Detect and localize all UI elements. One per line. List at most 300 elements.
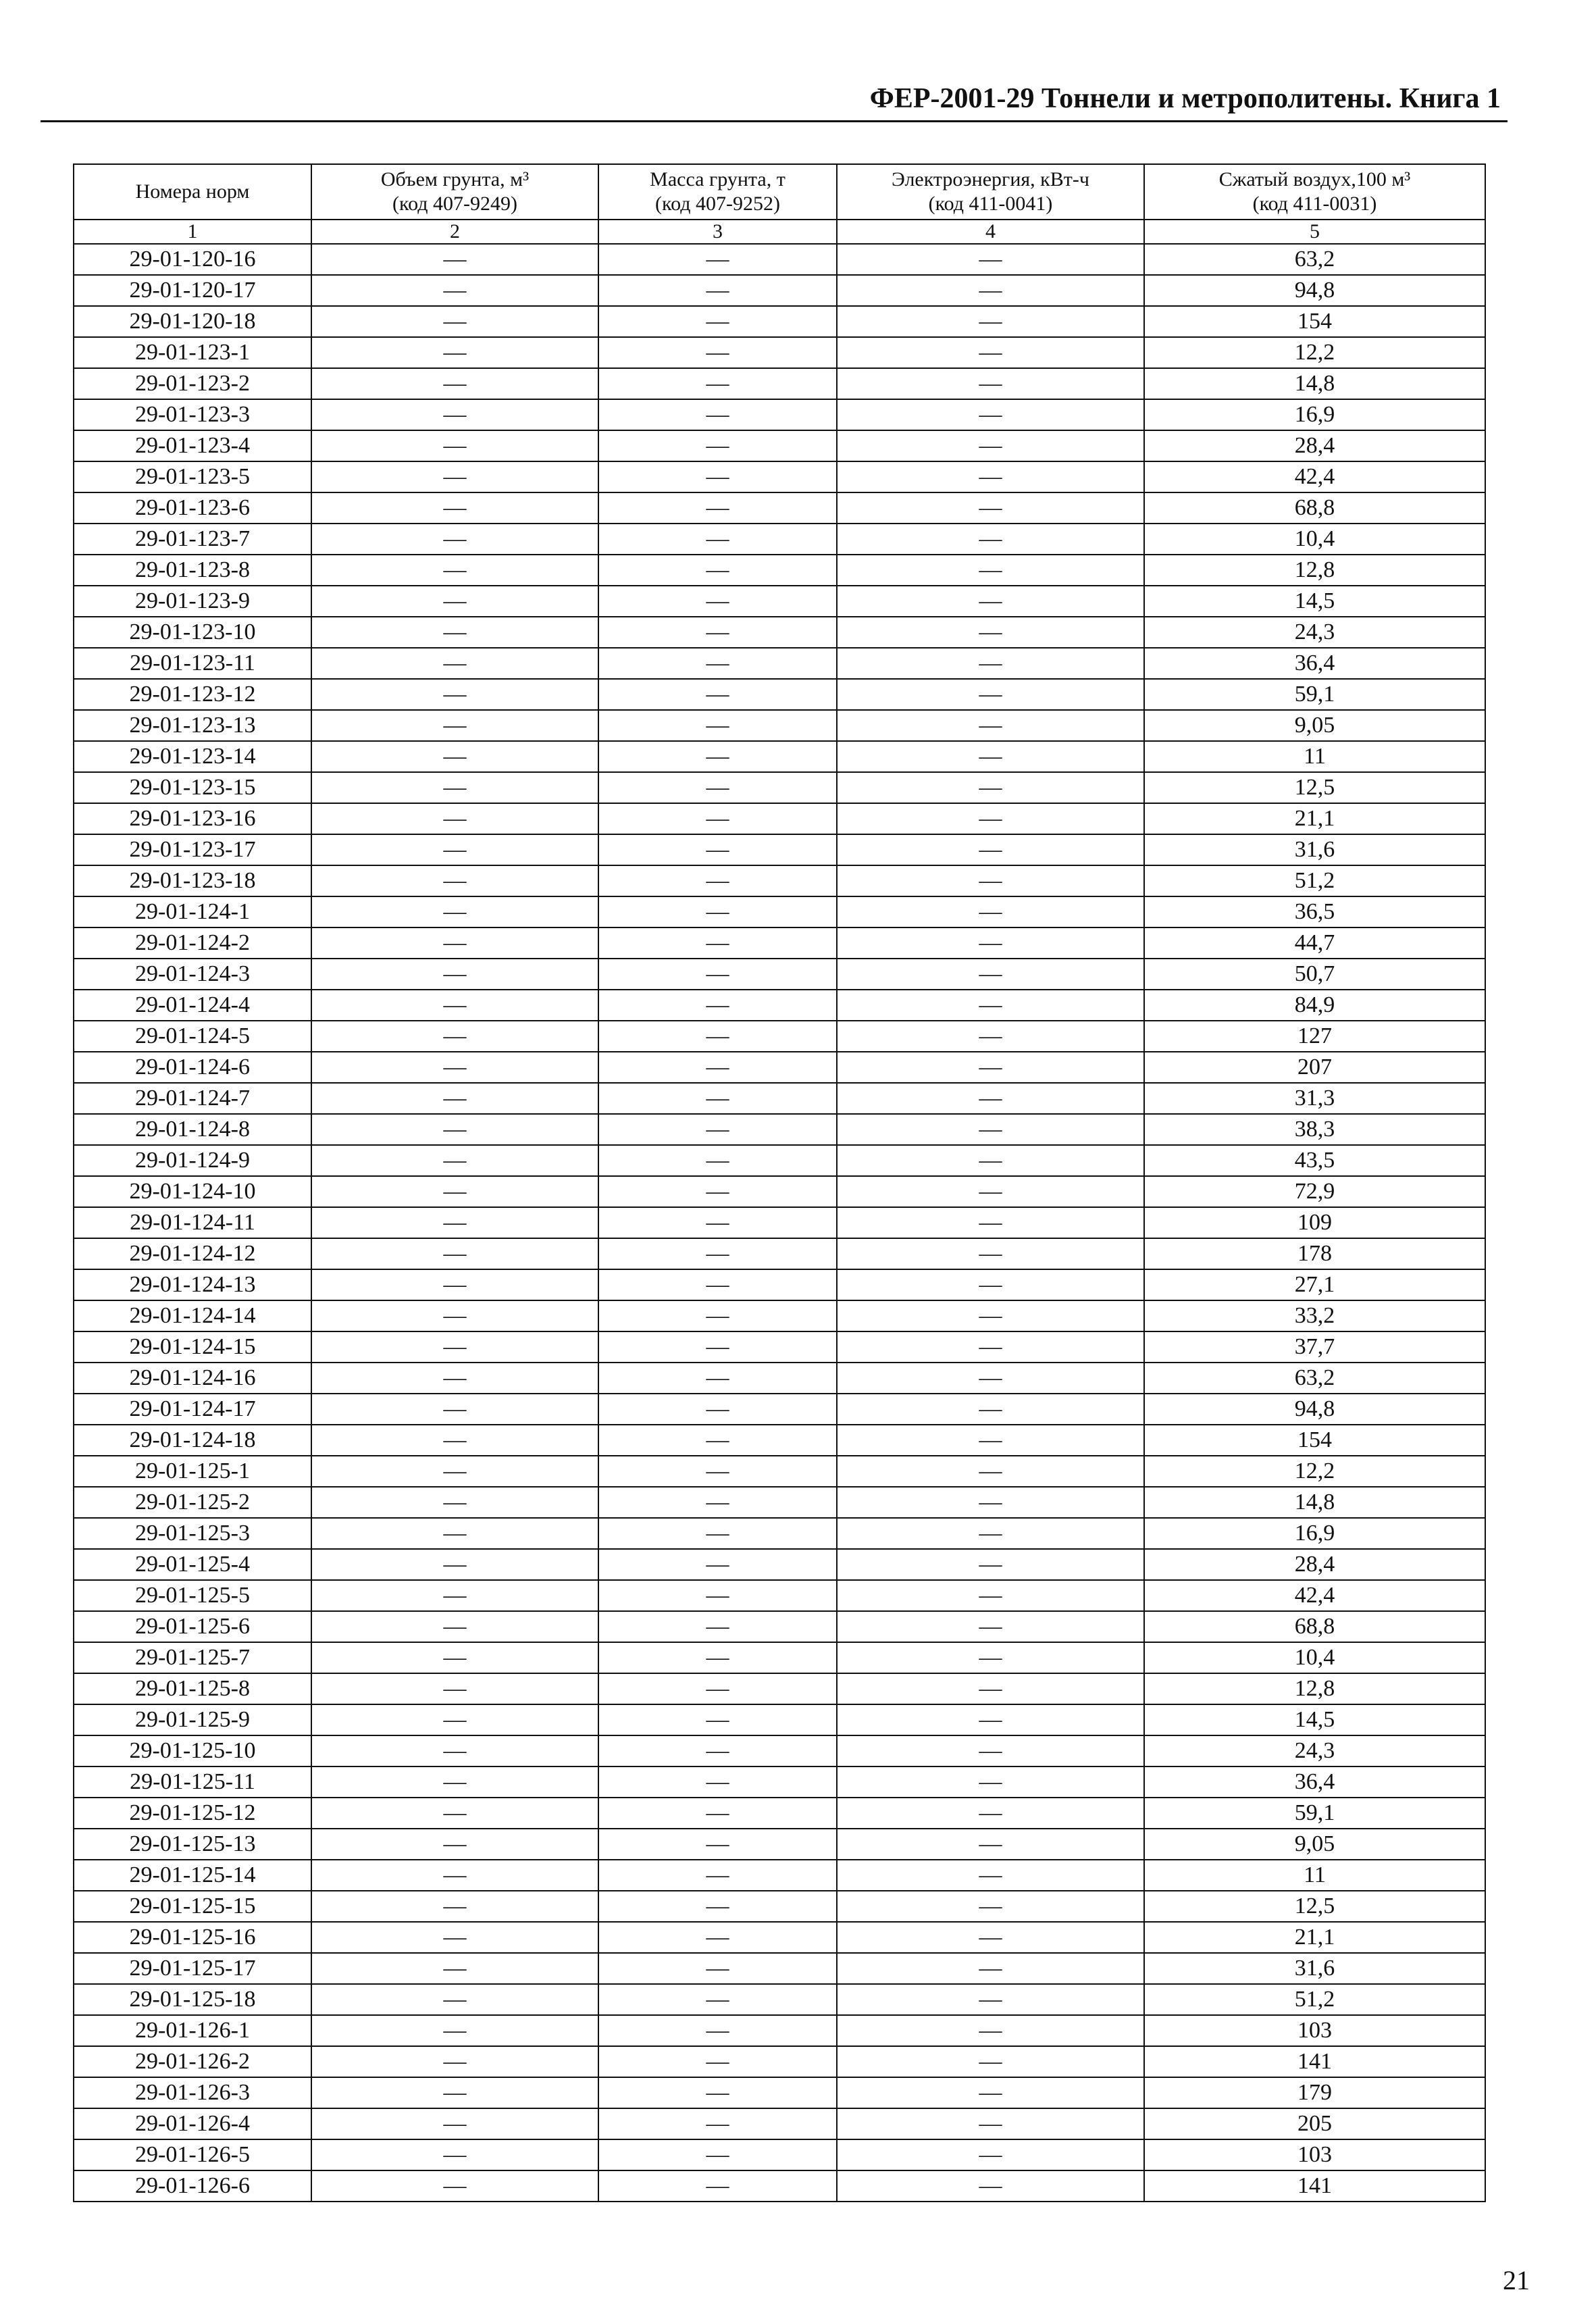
table-row xyxy=(74,1549,1485,1580)
compressed-air-cell: 43,5 xyxy=(1144,1145,1485,1176)
soil-mass-cell: — xyxy=(598,1238,837,1269)
soil-volume-cell: — xyxy=(311,1114,598,1145)
compressed-air-cell: 12,2 xyxy=(1144,337,1485,368)
table-row xyxy=(74,1114,1485,1145)
soil-mass-cell: — xyxy=(598,1642,837,1673)
compressed-air-cell: 31,6 xyxy=(1144,1953,1485,1984)
soil-volume-cell: — xyxy=(311,524,598,555)
soil-volume-cell: — xyxy=(311,306,598,337)
soil-mass-cell: — xyxy=(598,648,837,679)
table-row xyxy=(74,1363,1485,1394)
electricity-cell: — xyxy=(837,1829,1144,1860)
electricity-cell: — xyxy=(837,679,1144,710)
compressed-air-cell: 16,9 xyxy=(1144,1518,1485,1549)
table-row xyxy=(74,1673,1485,1704)
table-row xyxy=(74,1611,1485,1642)
soil-volume-cell: — xyxy=(311,1611,598,1642)
electricity-cell: — xyxy=(837,2077,1144,2108)
electricity-cell: — xyxy=(837,1984,1144,2015)
norm-number-cell: 29-01-124-8 xyxy=(74,1114,311,1145)
soil-volume-cell: — xyxy=(311,461,598,492)
soil-mass-cell: — xyxy=(598,865,837,896)
norm-number-cell: 29-01-124-1 xyxy=(74,896,311,927)
electricity-cell: — xyxy=(837,803,1144,834)
compressed-air-cell: 37,7 xyxy=(1144,1331,1485,1363)
soil-mass-cell: — xyxy=(598,1922,837,1953)
table-row xyxy=(74,1300,1485,1331)
electricity-cell: — xyxy=(837,430,1144,461)
electricity-cell: — xyxy=(837,1021,1144,1052)
soil-volume-cell: — xyxy=(311,1549,598,1580)
soil-volume-cell: — xyxy=(311,1953,598,1984)
column-header-soil-volume xyxy=(311,164,598,220)
soil-mass-cell: — xyxy=(598,1176,837,1207)
compressed-air-cell: 179 xyxy=(1144,2077,1485,2108)
soil-volume-cell: — xyxy=(311,1735,598,1766)
table-row xyxy=(74,710,1485,741)
soil-volume-cell: — xyxy=(311,896,598,927)
table-header-row xyxy=(74,164,1485,220)
soil-mass-cell: — xyxy=(598,1891,837,1922)
soil-mass-cell: — xyxy=(598,337,837,368)
electricity-cell: — xyxy=(837,710,1144,741)
column-header-electricity xyxy=(837,164,1144,220)
table-row xyxy=(74,244,1485,275)
soil-mass-cell: — xyxy=(598,368,837,399)
electricity-cell: — xyxy=(837,1798,1144,1829)
compressed-air-cell: 11 xyxy=(1144,1860,1485,1891)
compressed-air-cell: 154 xyxy=(1144,306,1485,337)
soil-volume-cell: — xyxy=(311,834,598,865)
compressed-air-cell: 14,5 xyxy=(1144,586,1485,617)
table-row xyxy=(74,1518,1485,1549)
norm-number-cell: 29-01-126-4 xyxy=(74,2108,311,2139)
table-row xyxy=(74,679,1485,710)
norm-number-cell: 29-01-120-16 xyxy=(74,244,311,275)
table-row xyxy=(74,1021,1485,1052)
electricity-cell: — xyxy=(837,1300,1144,1331)
electricity-cell: — xyxy=(837,1580,1144,1611)
compressed-air-cell: 24,3 xyxy=(1144,1735,1485,1766)
compressed-air-cell: 63,2 xyxy=(1144,1363,1485,1394)
electricity-cell: — xyxy=(837,2015,1144,2046)
electricity-cell: — xyxy=(837,1238,1144,1269)
norm-number-cell: 29-01-125-12 xyxy=(74,1798,311,1829)
column-number: 5 xyxy=(1144,220,1485,244)
soil-volume-cell: — xyxy=(311,244,598,275)
electricity-cell: — xyxy=(837,1207,1144,1238)
compressed-air-cell: 12,2 xyxy=(1144,1456,1485,1487)
table-row xyxy=(74,927,1485,959)
soil-mass-cell: — xyxy=(598,1580,837,1611)
norm-number-cell: 29-01-123-10 xyxy=(74,617,311,648)
soil-mass-cell: — xyxy=(598,461,837,492)
soil-mass-cell: — xyxy=(598,1021,837,1052)
soil-mass-cell: — xyxy=(598,896,837,927)
norm-number-cell: 29-01-123-1 xyxy=(74,337,311,368)
electricity-cell: — xyxy=(837,959,1144,990)
soil-mass-cell: — xyxy=(598,679,837,710)
compressed-air-cell: 28,4 xyxy=(1144,430,1485,461)
norm-number-cell: 29-01-126-5 xyxy=(74,2139,311,2170)
electricity-cell: — xyxy=(837,1176,1144,1207)
soil-mass-cell: — xyxy=(598,1549,837,1580)
compressed-air-cell: 11 xyxy=(1144,741,1485,772)
table-row xyxy=(74,430,1485,461)
compressed-air-cell: 207 xyxy=(1144,1052,1485,1083)
norm-number-cell: 29-01-125-11 xyxy=(74,1766,311,1798)
soil-mass-cell: — xyxy=(598,586,837,617)
soil-mass-cell: — xyxy=(598,1300,837,1331)
soil-mass-cell: — xyxy=(598,741,837,772)
compressed-air-cell: 141 xyxy=(1144,2170,1485,2202)
compressed-air-cell: 9,05 xyxy=(1144,1829,1485,1860)
table-row xyxy=(74,492,1485,524)
norm-number-cell: 29-01-123-12 xyxy=(74,679,311,710)
soil-mass-cell: — xyxy=(598,524,837,555)
soil-volume-cell: — xyxy=(311,1518,598,1549)
norm-number-cell: 29-01-125-18 xyxy=(74,1984,311,2015)
electricity-cell: — xyxy=(837,2108,1144,2139)
resource-norms-table xyxy=(73,163,1486,2202)
norm-number-cell: 29-01-124-6 xyxy=(74,1052,311,1083)
compressed-air-cell: 33,2 xyxy=(1144,1300,1485,1331)
electricity-cell: — xyxy=(837,1704,1144,1735)
soil-mass-cell: — xyxy=(598,1518,837,1549)
compressed-air-cell: 51,2 xyxy=(1144,865,1485,896)
compressed-air-cell: 21,1 xyxy=(1144,1922,1485,1953)
table-row xyxy=(74,1735,1485,1766)
soil-mass-cell: — xyxy=(598,1766,837,1798)
electricity-cell: — xyxy=(837,927,1144,959)
soil-mass-cell: — xyxy=(598,803,837,834)
soil-volume-cell: — xyxy=(311,679,598,710)
norm-number-cell: 29-01-125-5 xyxy=(74,1580,311,1611)
soil-volume-cell: — xyxy=(311,1487,598,1518)
electricity-cell: — xyxy=(837,1860,1144,1891)
electricity-cell: — xyxy=(837,1487,1144,1518)
norm-number-cell: 29-01-125-10 xyxy=(74,1735,311,1766)
soil-volume-cell: — xyxy=(311,1425,598,1456)
table-row xyxy=(74,648,1485,679)
compressed-air-cell: 10,4 xyxy=(1144,1642,1485,1673)
electricity-cell: — xyxy=(837,834,1144,865)
document-title: ФЕР-2001-29 Тоннели и метрополитены. Книга 1 xyxy=(869,83,1501,114)
table-row xyxy=(74,1829,1485,1860)
column-number: 3 xyxy=(598,220,837,244)
norm-number-cell: 29-01-123-18 xyxy=(74,865,311,896)
norm-number-cell: 29-01-125-15 xyxy=(74,1891,311,1922)
table-row xyxy=(74,586,1485,617)
soil-volume-cell: — xyxy=(311,927,598,959)
table-row xyxy=(74,337,1485,368)
electricity-cell: — xyxy=(837,1611,1144,1642)
compressed-air-cell: 31,6 xyxy=(1144,834,1485,865)
table-row xyxy=(74,990,1485,1021)
table-row xyxy=(74,1145,1485,1176)
compressed-air-cell: 14,5 xyxy=(1144,1704,1485,1735)
soil-mass-cell: — xyxy=(598,959,837,990)
electricity-cell: — xyxy=(837,1735,1144,1766)
soil-volume-cell: — xyxy=(311,368,598,399)
norm-number-cell: 29-01-124-15 xyxy=(74,1331,311,1363)
norm-number-cell: 29-01-125-8 xyxy=(74,1673,311,1704)
soil-volume-cell: — xyxy=(311,1331,598,1363)
compressed-air-cell: 59,1 xyxy=(1144,1798,1485,1829)
column-header-norm-number xyxy=(74,164,311,220)
compressed-air-cell: 68,8 xyxy=(1144,492,1485,524)
soil-volume-cell: — xyxy=(311,430,598,461)
electricity-cell: — xyxy=(837,586,1144,617)
table-row xyxy=(74,1207,1485,1238)
norm-number-cell: 29-01-123-3 xyxy=(74,399,311,430)
norm-number-cell: 29-01-123-4 xyxy=(74,430,311,461)
soil-volume-cell: — xyxy=(311,1984,598,2015)
table-row xyxy=(74,399,1485,430)
electricity-cell: — xyxy=(837,1953,1144,1984)
compressed-air-cell: 44,7 xyxy=(1144,927,1485,959)
column-header-label: Электроэнергия, кВт-ч xyxy=(892,168,1089,190)
compressed-air-cell: 59,1 xyxy=(1144,679,1485,710)
electricity-cell: — xyxy=(837,1766,1144,1798)
soil-mass-cell: — xyxy=(598,2139,837,2170)
soil-mass-cell: — xyxy=(598,555,837,586)
soil-volume-cell: — xyxy=(311,1642,598,1673)
electricity-cell: — xyxy=(837,461,1144,492)
electricity-cell: — xyxy=(837,306,1144,337)
electricity-cell: — xyxy=(837,337,1144,368)
norm-number-cell: 29-01-125-2 xyxy=(74,1487,311,1518)
table-row xyxy=(74,772,1485,803)
compressed-air-cell: 12,8 xyxy=(1144,1673,1485,1704)
norm-number-cell: 29-01-124-10 xyxy=(74,1176,311,1207)
soil-volume-cell: — xyxy=(311,1083,598,1114)
soil-volume-cell: — xyxy=(311,1207,598,1238)
table-row xyxy=(74,741,1485,772)
soil-volume-cell: — xyxy=(311,1798,598,1829)
soil-mass-cell: — xyxy=(598,834,837,865)
soil-mass-cell: — xyxy=(598,1363,837,1394)
soil-mass-cell: — xyxy=(598,1798,837,1829)
compressed-air-cell: 24,3 xyxy=(1144,617,1485,648)
column-header-label: Номера норм xyxy=(135,180,250,203)
compressed-air-cell: 21,1 xyxy=(1144,803,1485,834)
soil-volume-cell: — xyxy=(311,2108,598,2139)
table-row xyxy=(74,1642,1485,1673)
soil-volume-cell: — xyxy=(311,1238,598,1269)
electricity-cell: — xyxy=(837,275,1144,306)
table-row xyxy=(74,1922,1485,1953)
table-row xyxy=(74,1425,1485,1456)
soil-volume-cell: — xyxy=(311,1829,598,1860)
table-row xyxy=(74,1176,1485,1207)
column-number: 1 xyxy=(74,220,311,244)
table-row xyxy=(74,1953,1485,1984)
norm-number-cell: 29-01-124-7 xyxy=(74,1083,311,1114)
electricity-cell: — xyxy=(837,1331,1144,1363)
soil-mass-cell: — xyxy=(598,2170,837,2202)
electricity-cell: — xyxy=(837,1891,1144,1922)
norm-number-cell: 29-01-123-14 xyxy=(74,741,311,772)
column-header-label: Сжатый воздух,100 м³ xyxy=(1218,168,1411,190)
soil-volume-cell: — xyxy=(311,337,598,368)
norm-number-cell: 29-01-123-16 xyxy=(74,803,311,834)
soil-volume-cell: — xyxy=(311,1922,598,1953)
electricity-cell: — xyxy=(837,1363,1144,1394)
compressed-air-cell: 36,4 xyxy=(1144,648,1485,679)
table-row xyxy=(74,834,1485,865)
electricity-cell: — xyxy=(837,1083,1144,1114)
soil-mass-cell: — xyxy=(598,710,837,741)
table-body xyxy=(74,244,1485,2202)
table-row xyxy=(74,555,1485,586)
soil-mass-cell: — xyxy=(598,1735,837,1766)
compressed-air-cell: 31,3 xyxy=(1144,1083,1485,1114)
soil-mass-cell: — xyxy=(598,990,837,1021)
soil-mass-cell: — xyxy=(598,1984,837,2015)
soil-mass-cell: — xyxy=(598,399,837,430)
soil-mass-cell: — xyxy=(598,244,837,275)
electricity-cell: — xyxy=(837,1052,1144,1083)
norm-number-cell: 29-01-123-8 xyxy=(74,555,311,586)
norm-number-cell: 29-01-126-2 xyxy=(74,2046,311,2077)
norm-number-cell: 29-01-124-13 xyxy=(74,1269,311,1300)
soil-volume-cell: — xyxy=(311,1021,598,1052)
norm-number-cell: 29-01-124-16 xyxy=(74,1363,311,1394)
compressed-air-cell: 84,9 xyxy=(1144,990,1485,1021)
compressed-air-cell: 42,4 xyxy=(1144,461,1485,492)
table-row xyxy=(74,2108,1485,2139)
page-number: 21 xyxy=(1503,2265,1530,2295)
table-row xyxy=(74,1891,1485,1922)
electricity-cell: — xyxy=(837,648,1144,679)
soil-volume-cell: — xyxy=(311,2077,598,2108)
table-row xyxy=(74,461,1485,492)
norm-number-cell: 29-01-123-7 xyxy=(74,524,311,555)
soil-mass-cell: — xyxy=(598,1860,837,1891)
soil-mass-cell: — xyxy=(598,275,837,306)
electricity-cell: — xyxy=(837,244,1144,275)
table-row xyxy=(74,1487,1485,1518)
soil-mass-cell: — xyxy=(598,306,837,337)
table-row xyxy=(74,2077,1485,2108)
table-row xyxy=(74,896,1485,927)
soil-mass-cell: — xyxy=(598,1083,837,1114)
electricity-cell: — xyxy=(837,1673,1144,1704)
soil-volume-cell: — xyxy=(311,803,598,834)
table-row xyxy=(74,2046,1485,2077)
norm-number-cell: 29-01-124-11 xyxy=(74,1207,311,1238)
norm-number-cell: 29-01-125-16 xyxy=(74,1922,311,1953)
soil-volume-cell: — xyxy=(311,1394,598,1425)
compressed-air-cell: 50,7 xyxy=(1144,959,1485,990)
table-row xyxy=(74,2015,1485,2046)
column-number: 4 xyxy=(837,220,1144,244)
compressed-air-cell: 14,8 xyxy=(1144,1487,1485,1518)
table-row xyxy=(74,1456,1485,1487)
norm-number-cell: 29-01-126-3 xyxy=(74,2077,311,2108)
table-row xyxy=(74,865,1485,896)
table-row xyxy=(74,1083,1485,1114)
compressed-air-cell: 103 xyxy=(1144,2015,1485,2046)
norm-number-cell: 29-01-125-6 xyxy=(74,1611,311,1642)
electricity-cell: — xyxy=(837,1269,1144,1300)
soil-volume-cell: — xyxy=(311,1580,598,1611)
soil-mass-cell: — xyxy=(598,1207,837,1238)
compressed-air-cell: 12,5 xyxy=(1144,772,1485,803)
column-header-code: (код 411-0031) xyxy=(1252,193,1377,215)
soil-mass-cell: — xyxy=(598,2108,837,2139)
column-header-code: (код 407-9249) xyxy=(392,193,517,215)
norm-number-cell: 29-01-123-9 xyxy=(74,586,311,617)
table-row xyxy=(74,2170,1485,2202)
soil-mass-cell: — xyxy=(598,492,837,524)
soil-mass-cell: — xyxy=(598,617,837,648)
compressed-air-cell: 36,4 xyxy=(1144,1766,1485,1798)
soil-volume-cell: — xyxy=(311,1363,598,1394)
electricity-cell: — xyxy=(837,1922,1144,1953)
electricity-cell: — xyxy=(837,368,1144,399)
norm-number-cell: 29-01-123-11 xyxy=(74,648,311,679)
norm-number-cell: 29-01-124-17 xyxy=(74,1394,311,1425)
compressed-air-cell: 94,8 xyxy=(1144,1394,1485,1425)
compressed-air-cell: 9,05 xyxy=(1144,710,1485,741)
compressed-air-cell: 12,5 xyxy=(1144,1891,1485,1922)
soil-mass-cell: — xyxy=(598,1829,837,1860)
electricity-cell: — xyxy=(837,1549,1144,1580)
soil-mass-cell: — xyxy=(598,1611,837,1642)
compressed-air-cell: 36,5 xyxy=(1144,896,1485,927)
compressed-air-cell: 72,9 xyxy=(1144,1176,1485,1207)
norm-number-cell: 29-01-125-1 xyxy=(74,1456,311,1487)
norm-number-cell: 29-01-123-5 xyxy=(74,461,311,492)
table-row xyxy=(74,1766,1485,1798)
soil-volume-cell: — xyxy=(311,2139,598,2170)
soil-mass-cell: — xyxy=(598,1331,837,1363)
norm-number-cell: 29-01-124-5 xyxy=(74,1021,311,1052)
norm-number-cell: 29-01-120-17 xyxy=(74,275,311,306)
norm-number-cell: 29-01-125-4 xyxy=(74,1549,311,1580)
soil-mass-cell: — xyxy=(598,1394,837,1425)
electricity-cell: — xyxy=(837,399,1144,430)
compressed-air-cell: 42,4 xyxy=(1144,1580,1485,1611)
norm-number-cell: 29-01-124-14 xyxy=(74,1300,311,1331)
soil-volume-cell: — xyxy=(311,772,598,803)
soil-volume-cell: — xyxy=(311,1269,598,1300)
soil-volume-cell: — xyxy=(311,990,598,1021)
soil-volume-cell: — xyxy=(311,1300,598,1331)
soil-mass-cell: — xyxy=(598,1704,837,1735)
soil-volume-cell: — xyxy=(311,1673,598,1704)
table-row xyxy=(74,275,1485,306)
table-row xyxy=(74,368,1485,399)
soil-volume-cell: — xyxy=(311,1176,598,1207)
norm-number-cell: 29-01-123-13 xyxy=(74,710,311,741)
soil-mass-cell: — xyxy=(598,2046,837,2077)
electricity-cell: — xyxy=(837,1518,1144,1549)
compressed-air-cell: 103 xyxy=(1144,2139,1485,2170)
compressed-air-cell: 205 xyxy=(1144,2108,1485,2139)
column-header-code: (код 407-9252) xyxy=(655,193,780,215)
table-row xyxy=(74,1580,1485,1611)
soil-volume-cell: — xyxy=(311,275,598,306)
soil-volume-cell: — xyxy=(311,2170,598,2202)
electricity-cell: — xyxy=(837,1642,1144,1673)
table-row xyxy=(74,306,1485,337)
compressed-air-cell: 12,8 xyxy=(1144,555,1485,586)
compressed-air-cell: 51,2 xyxy=(1144,1984,1485,2015)
norm-number-cell: 29-01-126-1 xyxy=(74,2015,311,2046)
